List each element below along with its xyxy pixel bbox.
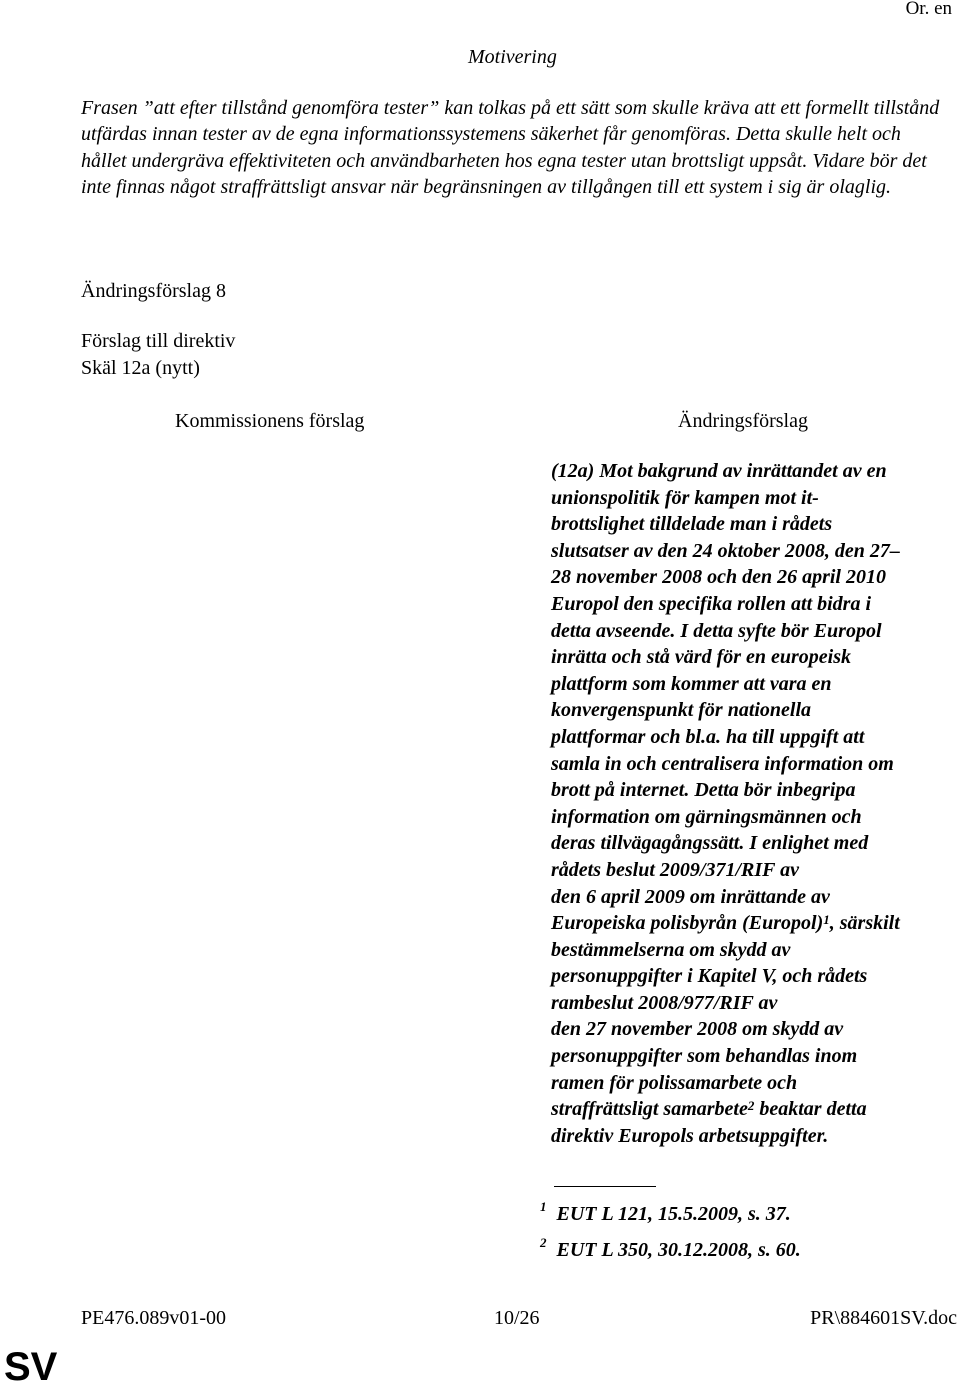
amendment-line: brottslighet tilldelade man i rådets [551,513,833,536]
amendment-line: direktiv Europols arbetsuppgifter. [551,1124,829,1147]
amendment-line: den 6 april 2009 om inrättande av [551,885,830,908]
language-badge: SV [4,1345,58,1389]
amendment-line: deras tillvägagångssätt. I enlighet med [551,832,869,855]
file-name: PR\884601SV.doc [810,1307,957,1329]
footnote-1 [540,1199,791,1226]
document-reference: PE476.089v01-00 [81,1307,226,1329]
amendment-line: inrätta och stå värd för en europeisk [551,646,852,669]
footnote-ref-2[interactable]: 2 [747,1098,755,1114]
footnote-text: EUT L 121, 15.5.2009, s. 37. [556,1203,791,1225]
proposal-reference [81,328,235,382]
amendment-line: slutsatser av den 24 oktober 2008, den 27– [551,539,900,562]
amendment-line: personuppgifter i Kapitel V, och rådets [551,965,868,988]
footnote-text: EUT L 350, 30.12.2008, s. 60. [556,1239,801,1261]
amendment-title: Ändringsförslag 8 [81,280,226,302]
amendment-line: information om gärningsmännen och [551,805,862,828]
motivation-text: Frasen ”att efter tillstånd genomföra tester” kan tolkas på ett sätt som skulle kräva att ett formellt tillstånd utfärdas innan tester av de egna informationssystemens säkerhet får genomföras. Detta skulle helt och hållet undergräva effektiviteten och användbarheten hos egna tester utan brottsligt uppsåt. Vidare bör det inte finnas något straffrättsligt ansvar när begränsningen av tillgången till ett system i sig är olaglig. [81,97,940,199]
amendment-line-tail: , särskilt [829,912,900,935]
amendment-line: plattform som kommer att vara en [551,672,832,695]
page-number: 10/26 [494,1307,540,1329]
amendment-line: ramen för polissamarbete och [551,1071,798,1094]
amendment-line: personuppgifter som behandlas inom [551,1045,858,1068]
footnote-separator [554,1186,656,1187]
amendment-line: plattformar och bl.a. ha till uppgift att [551,725,865,748]
amendment-line: rambeslut 2008/977/RIF av [551,991,778,1014]
motivation-heading: Motivering [468,46,557,68]
amendment-text [551,458,959,1149]
amendment-line-tail: beaktar detta [754,1098,867,1121]
amendment-column-header: Ändringsförslag [678,410,808,432]
amendment-line: bestämmelserna om skydd av [551,938,791,961]
footnote-mark: 2 [540,1235,547,1250]
amendment-line: 28 november 2008 och den 26 april 2010 [551,566,886,589]
amendment-line-with-footnote [551,910,959,937]
original-language-label: Or. en [905,0,952,19]
amendment-line: rådets beslut 2009/371/RIF av [551,858,799,881]
amendment-line-start: straffrättsligt samarbete [551,1098,748,1121]
amendment-line-start: Europeiska polisbyrån (Europol) [551,912,824,935]
footnote-ref-1[interactable]: 1 [823,912,830,928]
amendment-line: den 27 november 2008 om skydd av [551,1018,844,1041]
amendment-line: samla in och centralisera information om [551,752,894,775]
amendment-line: Europol den specifika rollen att bidra i [551,592,872,615]
amendment-line: konvergenspunkt för nationella [551,699,812,722]
commission-proposal-header: Kommissionens förslag [175,410,365,432]
amendment-line: (12a) Mot bakgrund av inrättandet av en [551,460,887,482]
proposal-type: Förslag till direktiv [81,330,236,352]
footnote-mark: 1 [540,1199,547,1214]
amendment-line: detta avseende. I detta syfte bör Europol [551,619,882,642]
amendment-line: brott på internet. Detta bör inbegripa [551,779,856,802]
amendment-line-with-footnote [551,1096,959,1123]
footnote-2 [540,1235,801,1262]
amendment-line: unionspolitik för kampen mot it- [551,486,819,509]
recital-reference: Skäl 12a (nytt) [81,357,200,379]
